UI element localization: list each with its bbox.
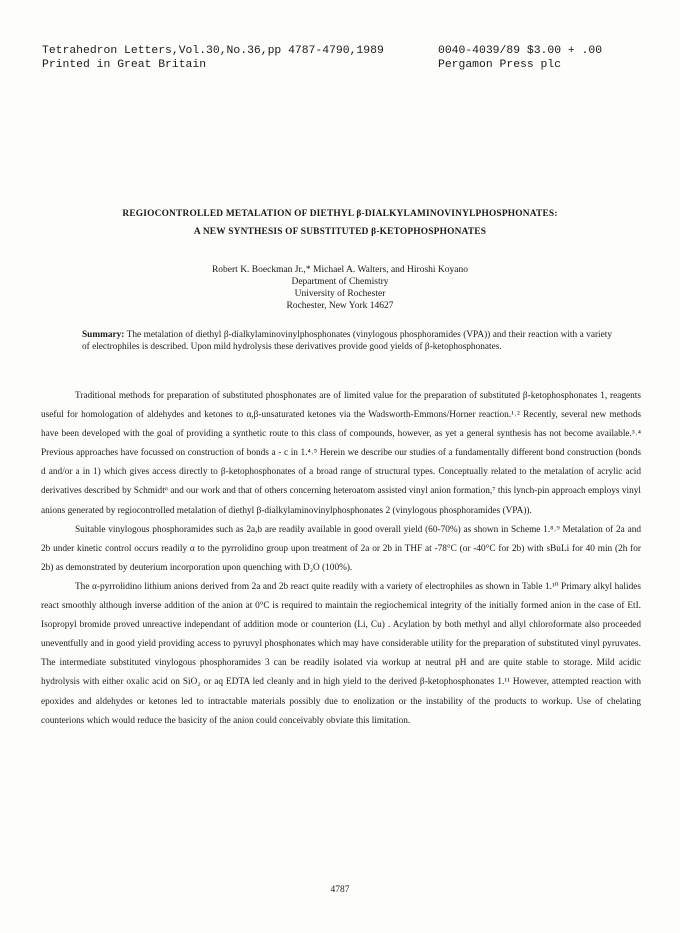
printed-in-line: Printed in Great Britain xyxy=(42,59,207,71)
publisher-info xyxy=(438,44,602,72)
paragraph-3: The α-pyrrolidino lithium anions derived from 2a and 2b react quite readily with a variety of electrophiles as shown in Table 1.¹⁰ Primary alkyl halides react smoothly although inverse addition of the anion at 0°C is required to maintain the regiochemical integrity of the initially formed anion in the case of EtI. Isopropyl bromide proved unreactive independant of addition mode or counterion (Li, Cu) . Acylation by both methyl and allyl chloroformate also proceeded uneventfully and in good yield providing access to pyruvyl phosphonates which may have considerable utility for the preparation of substituted vinyl pyruvates. The intermediate substituted vinylogous phosphoramides 3 can be readily isolated via workup at neutral pH and are quite stable to storage. Mild acidic hydrolysis with either oxalic acid on SiO₂ or aq EDTA led cleanly and in high yield to the derived β-ketophosphonates 1.¹¹ However, attempted reaction with epoxides and aldehydes or ketones led to intractable materials possibly due to enolization or the instability of the products to workup. Use of chelating counterions which would reduce the basicity of the anion could conceivably obviate this limitation. xyxy=(41,581,641,726)
address: Rochester, New York 14627 xyxy=(286,301,394,311)
article-title-line-1: REGIOCONTROLLED METALATION OF DIETHYL β-DIALKYLAMINOVINYLPHOSPHONATES: xyxy=(122,209,558,219)
citation-line: Tetrahedron Letters,Vol.30,No.36,pp 4787-4790,1989 xyxy=(42,45,384,57)
summary-block xyxy=(82,330,612,354)
paragraph-1: Traditional methods for preparation of substituted phosphonates are of limited value for the preparation of substituted β-ketophosphonates 1, reagents useful for homologation of aldehydes and ketones to α,β-unsaturated ketones via the Wadsworth-Emmons/Horner reaction.¹˒² Recently, several new methods have been developed with the goal of providing a synthetic route to this class of compounds, however, as yet a general synthesis has not become available.³˒⁴ Previous approaches have focussed on construction of bonds a - c in 1.⁴˒⁵ Herein we describe our studies of a fundamentally different bond construction (bonds d and/or a in 1) which gives access directly to β-ketophosphonates of a broad range of structural types. Conceptually related to the metalation of acrylic acid derivatives described by Schmidt⁶ and our work and that of others concerning heteroatom assisted vinyl anion formation,⁷ this lynch-pin approach employs vinyl anions generated by regiocontrolled metalation of diethyl β-dialkylaminovinylphosphonates 2 (vinylogous phosphoramides (VPA)). xyxy=(41,391,641,516)
publisher-line: Pergamon Press plc xyxy=(438,59,562,71)
article-title-line-2: A NEW SYNTHESIS OF SUBSTITUTED β-KETOPHOSPHONATES xyxy=(193,227,487,237)
summary-label: Summary: xyxy=(82,330,125,340)
summary-text: The metalation of diethyl β-dialkylaminovinylphosphonates (vinylogous phosphoramides (VPA)) and their reaction with a variety of electrophiles is described. Upon mild hydrolysis these derivatives provide good yields of β-ketophosphonates. xyxy=(82,330,612,352)
paragraph-2: Suitable vinylogous phosphoramides such as 2a,b are readily available in good overall yield (60-70%) as shown in Scheme 1.⁸˒⁹ Metalation of 2a and 2b under kinetic control occurs readily α to the pyrrolidino group upon treatment of 2a or 2b in THF at -78°C (or -40°C for 2b) with sBuLi for 40 min (2h for 2b) as demonstrated by deuterium incorporation upon quenching with D₂O (100%). xyxy=(41,524,641,573)
author-block xyxy=(0,264,680,312)
department: Department of Chemistry xyxy=(291,277,389,287)
issn-price-line: 0040-4039/89 $3.00 + .00 xyxy=(438,45,603,57)
page-number: 4787 xyxy=(330,885,350,895)
author-names: Robert K. Boeckman Jr.,* Michael A. Walters, and Hiroshi Koyano xyxy=(211,265,469,275)
journal-citation xyxy=(42,44,384,72)
university: University of Rochester xyxy=(294,289,386,299)
body-text xyxy=(41,387,641,731)
